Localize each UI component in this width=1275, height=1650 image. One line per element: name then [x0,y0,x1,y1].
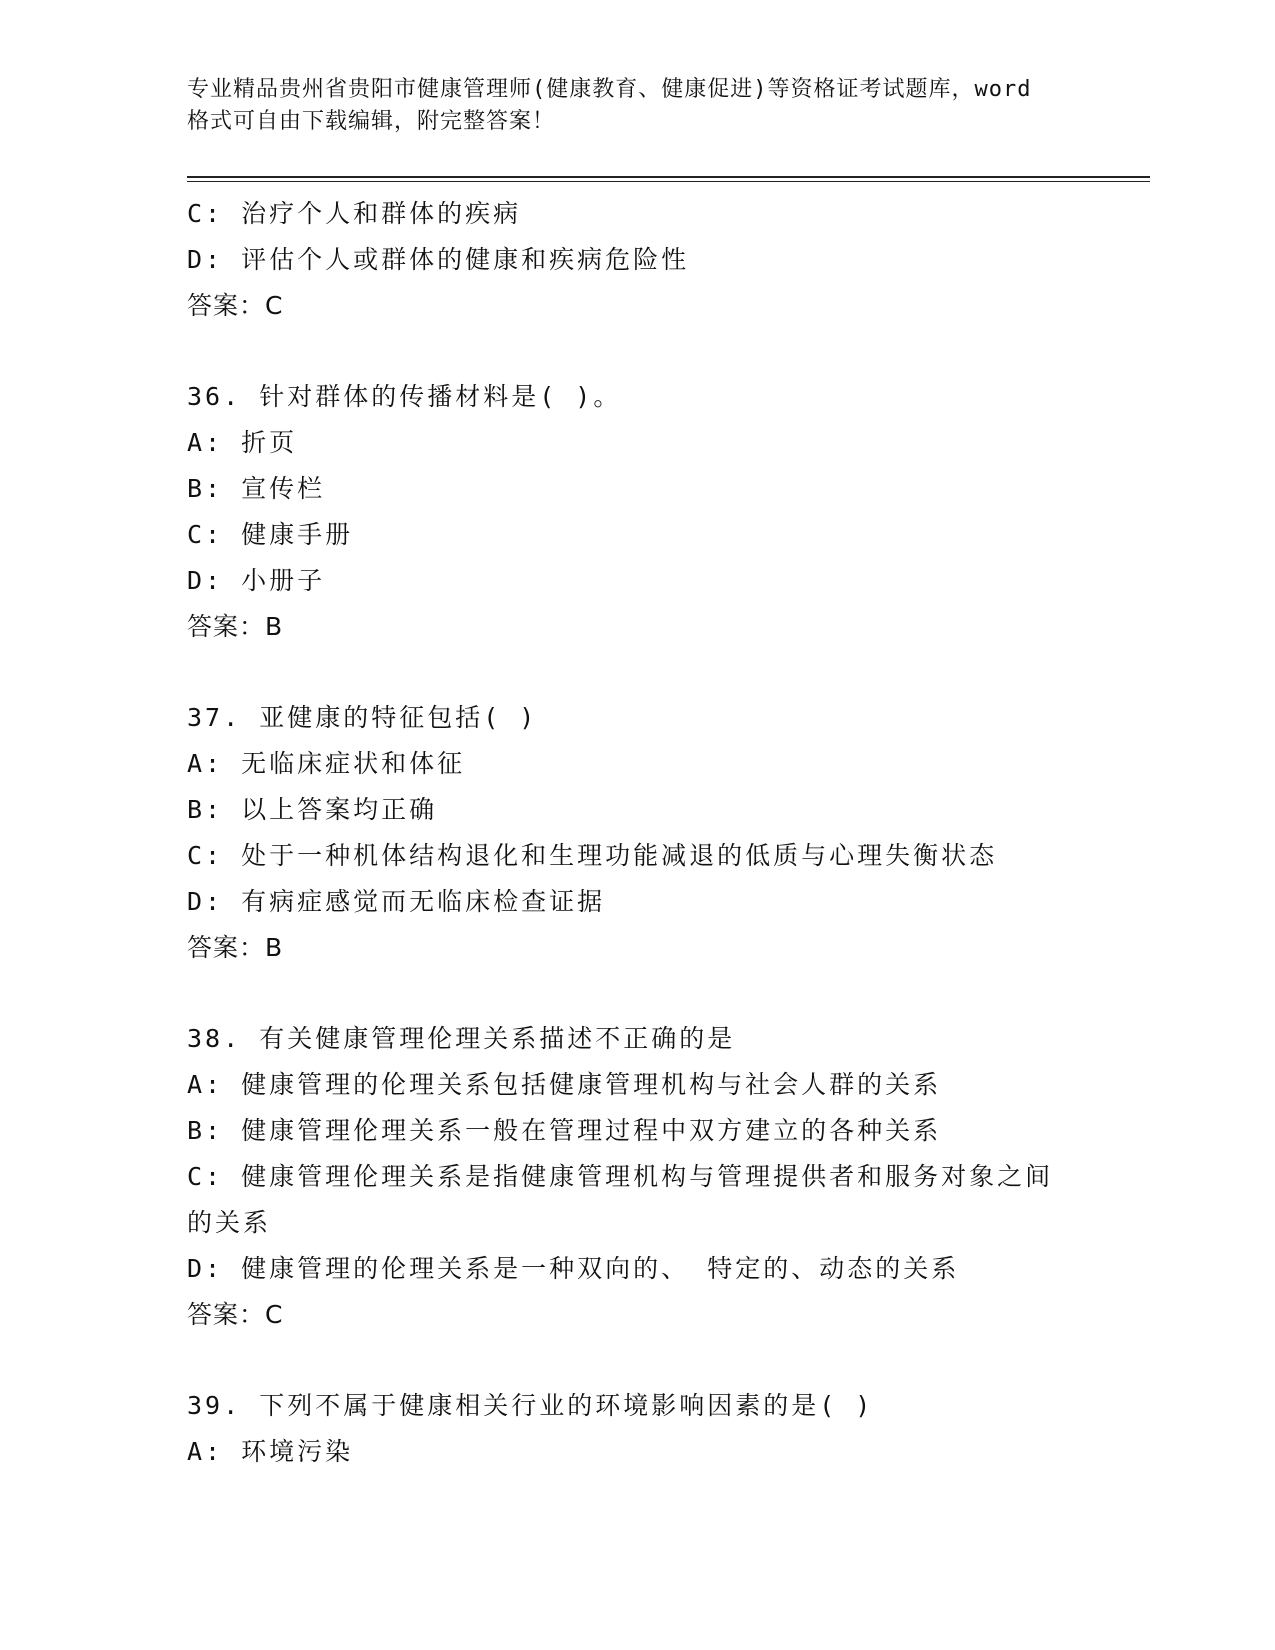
question-stem: 39. 下列不属于健康相关行业的环境影响因素的是( ) [187,1391,874,1420]
question-stem: 38. 有关健康管理伦理关系描述不正确的是 [187,1024,736,1053]
option-d: D: 有病症感觉而无临床检查证据 [187,887,606,916]
question-36 [187,374,1087,650]
option-a: A: 无临床症状和体征 [187,749,466,778]
header-line-1: 专业精品贵州省贵阳市健康管理师(健康教育、健康促进)等资格证考试题库，word [187,77,1032,102]
question-37 [187,695,1087,971]
page-header [187,74,1087,138]
option-b: B: 宣传栏 [187,474,326,503]
option-c: C: 治疗个人和群体的疾病 [187,199,522,228]
answer-line: 答案：C [187,1300,284,1329]
option-c-continuation: 的关系 [187,1208,272,1237]
option-a: A: 折页 [187,428,298,457]
option-c: C: 健康管理伦理关系是指健康管理机构与管理提供者和服务对象之间 [187,1162,1054,1191]
option-d: D: 小册子 [187,566,326,595]
question-list [187,191,1087,1475]
spacer [187,1338,1087,1383]
question-39 [187,1383,1087,1475]
header-rule-thick [187,176,1150,178]
question-38 [187,1016,1087,1338]
header-line-2: 格式可自由下载编辑，附完整答案！ [187,109,556,134]
header-rule-thin [187,181,1150,182]
answer-line: 答案：B [187,612,284,641]
option-d: D: 健康管理的伦理关系是一种双向的、 特定的、动态的关系 [187,1254,960,1283]
option-b: B: 健康管理伦理关系一般在管理过程中双方建立的各种关系 [187,1116,942,1145]
option-c: C: 处于一种机体结构退化和生理功能减退的低质与心理失衡状态 [187,841,998,870]
spacer [187,971,1087,1016]
question-stem: 36. 针对群体的传播材料是( )。 [187,382,622,411]
spacer [187,650,1087,695]
question-carryover [187,191,1087,329]
option-a: A: 健康管理的伦理关系包括健康管理机构与社会人群的关系 [187,1070,942,1099]
question-stem: 37. 亚健康的特征包括( ) [187,703,538,732]
answer-line: 答案：C [187,291,284,320]
option-a: A: 环境污染 [187,1437,354,1466]
spacer [187,329,1087,374]
option-b: B: 以上答案均正确 [187,795,438,824]
option-d: D: 评估个人或群体的健康和疾病危险性 [187,245,690,274]
answer-line: 答案：B [187,933,284,962]
option-c: C: 健康手册 [187,520,354,549]
